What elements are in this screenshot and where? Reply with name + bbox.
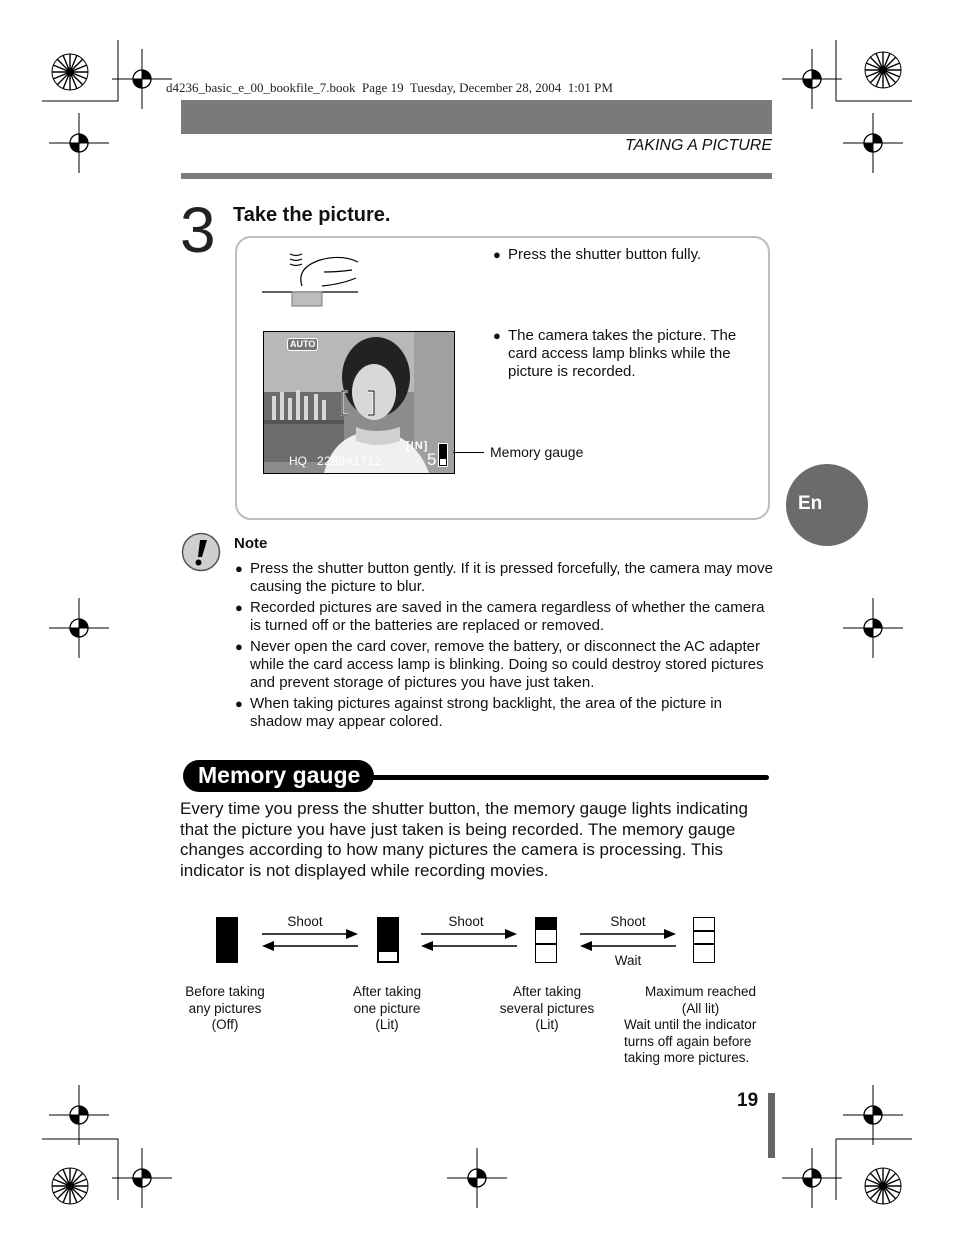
- gauge-state-one: [377, 917, 399, 963]
- screen-memory-gauge: [438, 443, 448, 467]
- section-heading: Memory gauge: [183, 760, 374, 792]
- step-bullet-1: ● Press the shutter button fully.: [493, 246, 702, 263]
- note-item: ● Never open the card cover, remove the battery, or disconnect the AC adapter while the card access lamp is blinking. Doing so could destroy stored pictures and prevent storage of pictures you have just taken.: [235, 638, 764, 691]
- gauge-state-off: [216, 917, 238, 963]
- note-item: ● Recorded pictures are saved in the camera regardless of whether the camera is turned off or the batteries are replaced or removed.: [235, 599, 765, 634]
- af-target-frame: [341, 390, 375, 416]
- step-number: 3: [180, 194, 216, 266]
- resolution-label: 2288×1712: [317, 454, 382, 468]
- note-item: ● When taking pictures against strong backlight, the area of the picture in shadow may appear colored.: [235, 695, 722, 730]
- remaining-shots: 5: [427, 450, 437, 469]
- gauge-state-several: [535, 917, 557, 963]
- card-label: [IN]: [406, 440, 429, 452]
- state-caption-one: After taking one picture (Lit): [352, 984, 422, 1032]
- language-tab: [786, 464, 868, 546]
- shoot-label-1: Shoot: [287, 914, 323, 929]
- quality-label: HQ: [289, 454, 307, 468]
- memory-gauge-description: Every time you press the shutter button, the memory gauge lights indicating that the picture you have just taken is being recorded. The memory gauge changes according to how many pictures the camera is processing. This indicator is not displayed while recording movies.: [180, 799, 748, 880]
- step-bullet-2: ● The camera takes the picture. The card access lamp blinks while the picture is recorded.: [493, 327, 737, 380]
- page-number-bar: [768, 1093, 775, 1158]
- camera-screen: [263, 331, 455, 474]
- memory-gauge-callout: Memory gauge: [490, 444, 584, 460]
- section-header: TAKING A PICTURE: [625, 137, 772, 154]
- state-caption-full: Maximum reached (All lit) Wait until the indicator turns off again before taking more pictures.: [624, 984, 757, 1065]
- finger-press-icon: [262, 246, 362, 310]
- header-rule: [181, 173, 772, 179]
- exclamation-icon: [181, 532, 221, 572]
- note-item: ● Press the shutter button gently. If it is pressed forcefully, the camera may move causing the picture to blur.: [235, 560, 774, 595]
- header-bar: [181, 100, 772, 134]
- mode-badge: AUTO: [287, 338, 318, 351]
- note-list: [235, 560, 775, 734]
- shoot-label-3: Shoot: [610, 914, 646, 929]
- state-caption-off: Before taking any pictures (Off): [185, 984, 265, 1032]
- gauge-state-full: [693, 917, 715, 963]
- shoot-arrows-3: [580, 928, 676, 954]
- print-info: d4236_basic_e_00_bookfile_7.book Page 19 Tuesday, December 28, 2004 1:01 PM: [166, 80, 613, 95]
- step-title: Take the picture.: [233, 204, 391, 226]
- shoot-arrows-2: [421, 928, 517, 954]
- state-caption-several: After taking several pictures (Lit): [499, 984, 595, 1032]
- wait-label: Wait: [614, 953, 642, 968]
- shoot-arrows-1: [262, 928, 358, 954]
- shoot-label-2: Shoot: [448, 914, 484, 929]
- language-tab-label: En: [798, 493, 823, 514]
- page-number: 19: [737, 1090, 759, 1111]
- callout-line: [453, 452, 484, 453]
- note-title: Note: [234, 535, 268, 552]
